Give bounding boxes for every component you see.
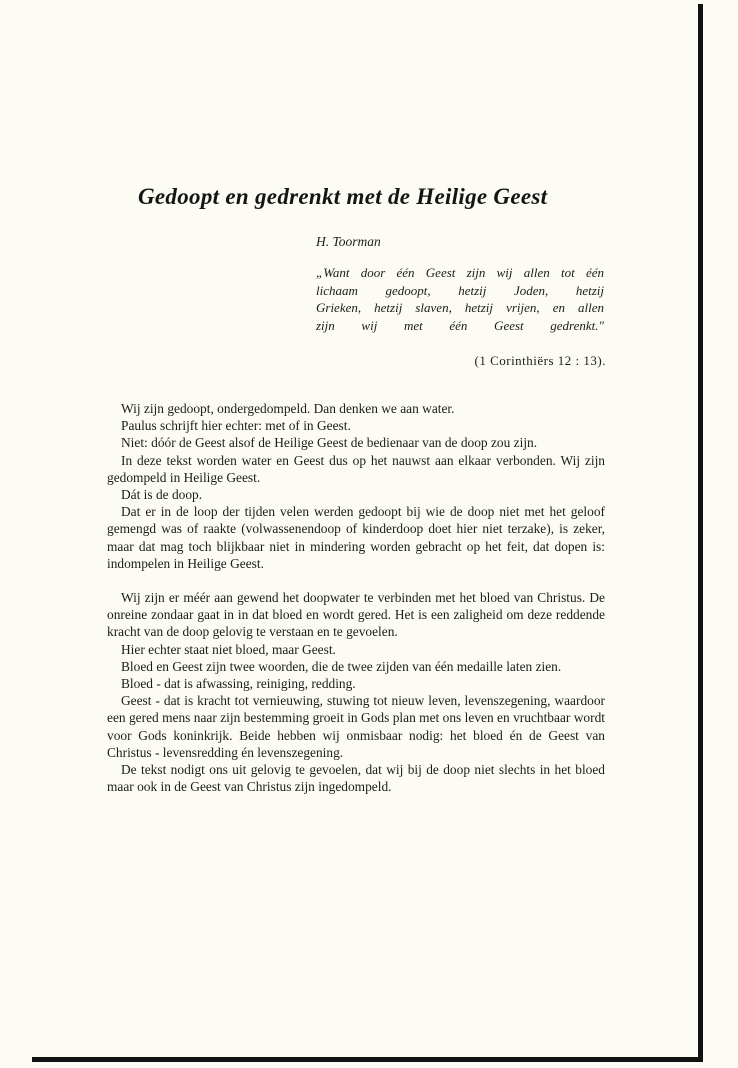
bible-citation: (1 Corinthiërs 12 : 13). — [474, 353, 606, 368]
motto-line: lichaam gedoopt, hetzij Joden, hetzij — [316, 282, 604, 298]
paragraph: Wij zijn er méér aan gewend het doopwater te verbinden met het bloed van Christus. De onreine zondaar gaat in in dat bloed en wordt gered. Het is een zaligheid om deze reddende kracht van de doop gelovig te verstaan en te gevoelen. — [107, 590, 605, 640]
paragraph: Dat er in de loop der tijden velen werden gedoopt bij wie de doop niet met het geloof gemengd was of raakte (volwassenendoop of kinderdoop doet hier niet terzake), is zeker, maar dat mag toch blijkbaar niet in mindering worden gebracht op het feit, dat dopen is: indompelen in Heilige Geest. — [107, 504, 605, 571]
motto-quote — [316, 264, 604, 334]
page-bottom-edge — [32, 1057, 703, 1062]
paragraph: De tekst nodigt ons uit gelovig te gevoelen, dat wij bij de doop niet slechts in het bloed maar ook in de Geest van Christus zijn ingedompeld. — [107, 762, 605, 795]
paragraph: In deze tekst worden water en Geest dus op het nauwst aan elkaar verbonden. Wij zijn gedompeld in Heilige Geest. — [107, 452, 605, 485]
paragraph: Hier echter staat niet bloed, maar Geest. — [121, 641, 336, 657]
article-author: H. Toorman — [316, 234, 381, 249]
paragraph: Bloed - dat is afwassing, reiniging, redding. — [121, 676, 356, 692]
paragraph: Dát is de doop. — [121, 487, 203, 503]
paragraph: Geest - dat is kracht tot vernieuwing, stuwing tot nieuw leven, levenszegening, waardoor een gered mens naar zijn bestemming groeit in Gods plan met ons leven en vruchtbaar wordt voor Gods koninkrijk. Beide hebben wij onmisbaar nodig: het bloed én de Geest van Christus - levensredding én levenszegening. — [107, 693, 605, 760]
motto-line: „Want door één Geest zijn wij allen tot één — [316, 265, 604, 280]
paragraph: Niet: dóór de Geest alsof de Heilige Geest de bedienaar van de doop zou zijn. — [121, 435, 538, 451]
paragraph: Paulus schrijft hier echter: met of in Geest. — [121, 418, 351, 434]
page-right-edge — [698, 4, 703, 1060]
motto-line: zijn wij met één Geest gedrenkt." — [316, 317, 604, 333]
paragraph: Wij zijn gedoopt, ondergedompeld. Dan denken we aan water. — [121, 401, 455, 416]
article-body — [107, 400, 605, 795]
motto-line: Grieken, hetzij slaven, hetzij vrijen, en allen — [316, 300, 604, 315]
article-title: Gedoopt en gedrenkt met de Heilige Geest — [138, 184, 548, 209]
paragraph: Bloed en Geest zijn twee woorden, die de twee zijden van één medaille laten zien. — [121, 658, 562, 674]
